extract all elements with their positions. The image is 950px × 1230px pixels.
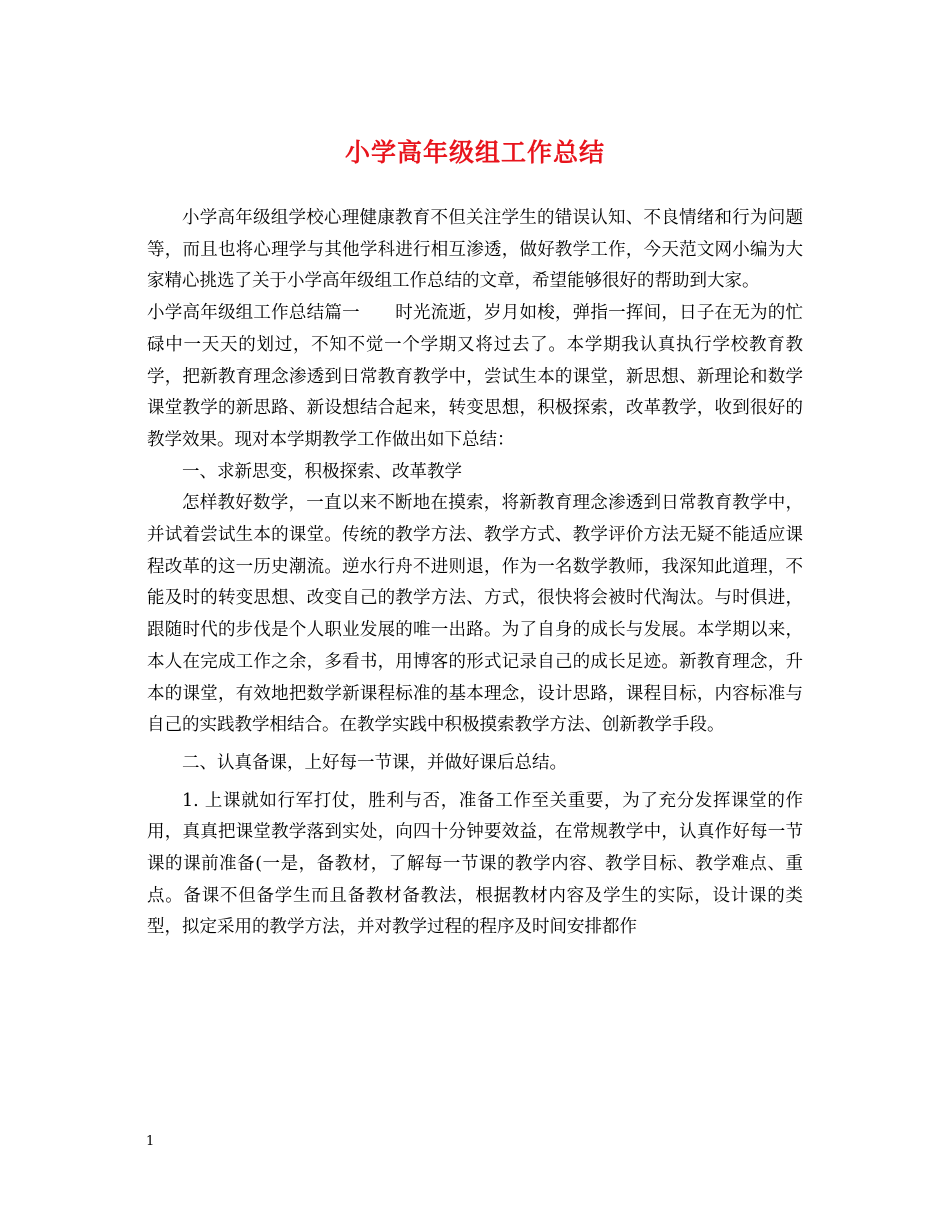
heading-lesson-prep: 二、认真备课，上好每一节课，并做好课后总结。 xyxy=(182,752,567,773)
heading-innovate: 一、求新思变，积极探索、改革教学 xyxy=(182,461,462,482)
paragraph-intro: 小学高年级组学校心理健康教育不但关注学生的错误认知、不良情绪和行为问题等，而且也将心理学与其他学科进行相互渗透，做好教学工作，今天范文网小编为大家精心挑选了关于小学高年级组工作总结的文章，希望能够很好的帮助到大家。 xyxy=(147,208,803,292)
document-body xyxy=(147,203,803,944)
paragraph-teaching-math: 怎样教好数学，一直以来不断地在摸索，将新教育理念渗透到日常教育教学中，并试着尝试生本的课堂。传统的教学方法、教学方式、教学评价方法无疑不能适应课程改革的这一历史潮流。逆水行舟不进则退，作为一名数学教师，我深知此道理，不能及时的转变思想、改变自己的教学方法、方式，很快将会被时代淘汰。与时俱进，跟随时代的步伐是个人职业发展的唯一出路。为了自身的成长与发展。本学期以来，本人在完成工作之余，多看书，用博客的形式记录自己的成长足迹。新教育理念，升本的课堂，有效地把数学新课程标准的基本理念，设计思路，课程目标，内容标准与自己的实践教学相结合。在教学实践中积极摸索教学方法、创新教学手段。 xyxy=(147,493,803,736)
page-number: 1 xyxy=(146,1134,155,1149)
document-title: 小学高年级组工作总结 xyxy=(344,138,605,167)
paragraph-item-one: 1. 上课就如行军打仗，胜利与否，准备工作至关重要，为了充分发挥课堂的作用，真真把课堂教学落到实处，向四十分钟要效益，在常规教学中，认真作好每一节课的课前准备(一是，备教材，了解每一节课的教学内容、教学目标、教学难点、重点。备课不但备学生而且备教材备教法，根据教材内容及学生的实际，设计课的类型，拟定采用的教学方法，并对教学过程的程序及时间安排都作 xyxy=(147,790,803,938)
paragraph-section-one: 小学高年级组工作总结篇一 时光流逝，岁月如梭，弹指一挥间，日子在无为的忙碌中一天天的划过，不知不觉一个学期又将过去了。本学期我认真执行学校教育教学，把新教育理念渗透到日常教育教学中，尝试生本的课堂，新思想、新理论和数学课堂教学的新思路、新设想结合起来，转变思想，积极探索，改革教学，收到很好的教学效果。现对本学期教学工作做出如下总结： xyxy=(147,303,803,450)
